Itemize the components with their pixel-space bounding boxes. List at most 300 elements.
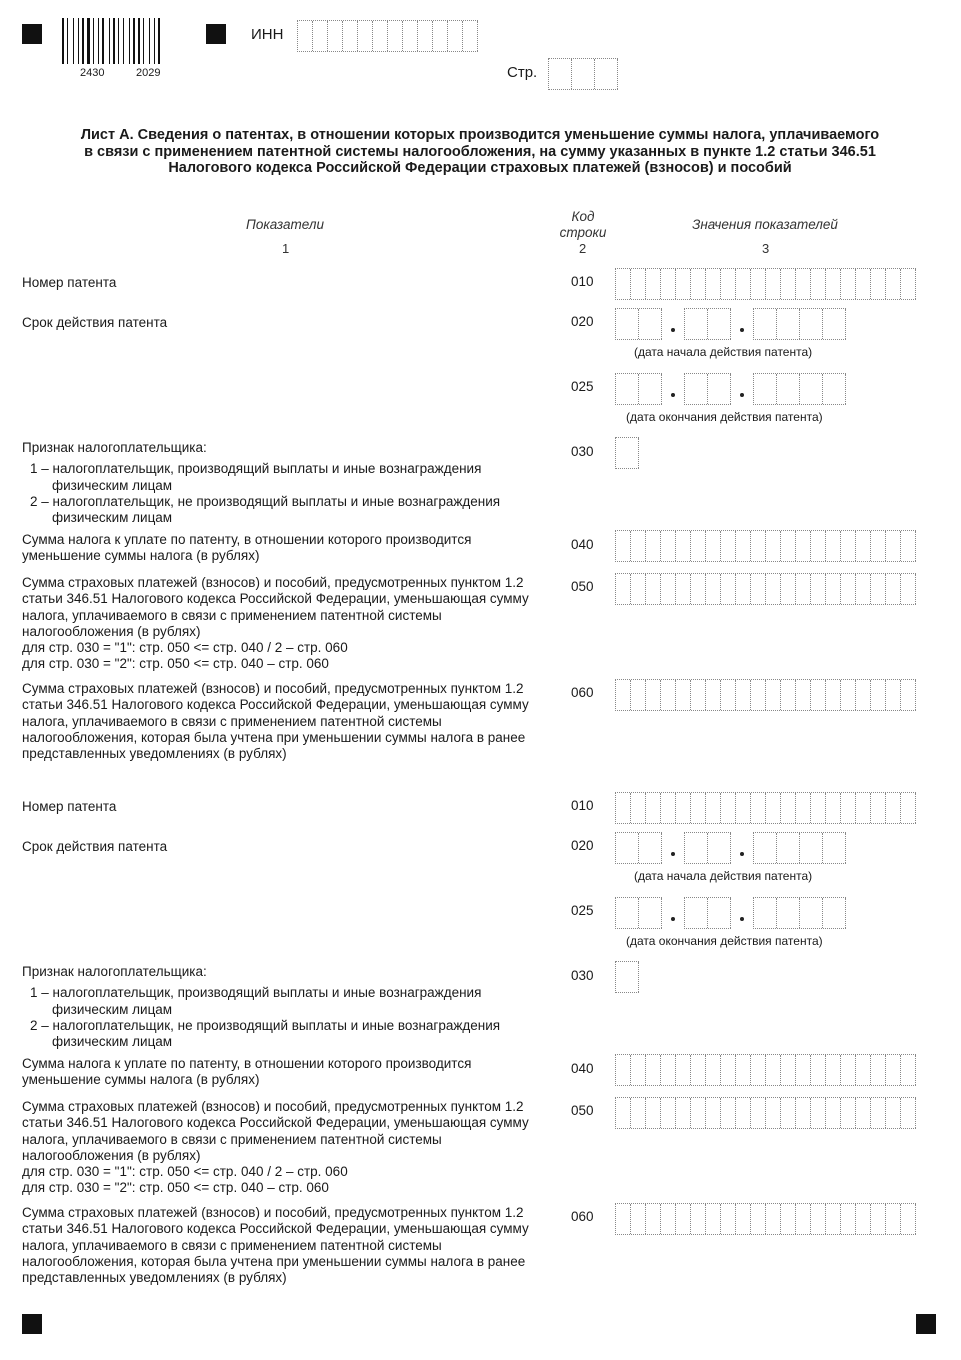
line-code-060: 060: [571, 685, 594, 700]
input-cell[interactable]: [646, 531, 661, 561]
input-cell[interactable]: [661, 793, 676, 823]
input-cell[interactable]: [800, 374, 823, 404]
previous-amount-field[interactable]: [615, 679, 916, 711]
input-cell[interactable]: [616, 962, 639, 992]
inn-field[interactable]: [297, 20, 478, 52]
input-cell[interactable]: [708, 898, 731, 928]
barcode-bar: [145, 18, 148, 64]
input-cell[interactable]: [721, 531, 736, 561]
barcode-bar: [69, 18, 72, 64]
input-cell[interactable]: [766, 680, 781, 710]
barcode-bar: [67, 18, 68, 64]
barcode-bar: [120, 18, 122, 64]
start-date-year-field[interactable]: [753, 832, 846, 864]
input-cell[interactable]: [751, 1204, 766, 1234]
input-cell[interactable]: [796, 269, 811, 299]
input-cell[interactable]: [871, 1098, 886, 1128]
input-cell[interactable]: [826, 1055, 841, 1085]
input-cell[interactable]: [811, 793, 826, 823]
input-cell[interactable]: [343, 21, 358, 51]
input-cell[interactable]: [721, 574, 736, 604]
input-cell[interactable]: [616, 269, 631, 299]
input-cell[interactable]: [616, 1055, 631, 1085]
input-cell[interactable]: [646, 1098, 661, 1128]
input-cell[interactable]: [685, 374, 708, 404]
input-cell[interactable]: [856, 1055, 871, 1085]
input-cell[interactable]: [841, 574, 856, 604]
input-cell[interactable]: [811, 1055, 826, 1085]
input-cell[interactable]: [781, 1204, 796, 1234]
input-cell[interactable]: [691, 1204, 706, 1234]
input-cell[interactable]: [823, 309, 846, 339]
input-cell[interactable]: [781, 793, 796, 823]
input-cell[interactable]: [691, 793, 706, 823]
input-cell[interactable]: [901, 269, 916, 299]
input-cell[interactable]: [676, 680, 691, 710]
input-cell[interactable]: [313, 21, 328, 51]
line-code-025: 025: [571, 379, 594, 394]
column-heading-code-line2: строки: [559, 225, 607, 240]
input-cell[interactable]: [691, 1098, 706, 1128]
input-cell[interactable]: [736, 531, 751, 561]
barcode-bar: [85, 18, 86, 64]
input-cell[interactable]: [886, 1055, 901, 1085]
barcode-bar: [138, 18, 140, 64]
start-date-year-field[interactable]: [753, 308, 846, 340]
input-cell[interactable]: [901, 531, 916, 561]
input-cell[interactable]: [661, 680, 676, 710]
input-cell[interactable]: [811, 1098, 826, 1128]
tax-amount-label: Сумма налога к уплате по патенту, в отношении которого производится уменьшение суммы налога (в рублях): [22, 532, 472, 564]
input-cell[interactable]: [616, 680, 631, 710]
input-cell[interactable]: [661, 1204, 676, 1234]
input-cell[interactable]: [800, 898, 823, 928]
barcode-bar: [143, 18, 144, 64]
input-cell[interactable]: [811, 269, 826, 299]
input-cell[interactable]: [706, 269, 721, 299]
line-code-020: 020: [571, 838, 594, 853]
input-cell[interactable]: [871, 269, 886, 299]
rule-2: для стр. 030 = "2": стр. 050 <= стр. 040 – стр. 060: [22, 656, 329, 672]
input-cell[interactable]: [901, 680, 916, 710]
input-cell[interactable]: [736, 269, 751, 299]
input-cell[interactable]: [631, 1098, 646, 1128]
input-cell[interactable]: [871, 574, 886, 604]
input-cell[interactable]: [616, 1204, 631, 1234]
input-cell[interactable]: [871, 1204, 886, 1234]
input-cell[interactable]: [811, 574, 826, 604]
input-cell[interactable]: [631, 1204, 646, 1234]
start-date-month-field[interactable]: [684, 308, 731, 340]
input-cell[interactable]: [721, 1098, 736, 1128]
start-date-day-field[interactable]: [615, 308, 662, 340]
input-cell[interactable]: [736, 793, 751, 823]
input-cell[interactable]: [777, 833, 800, 863]
input-cell[interactable]: [661, 574, 676, 604]
input-cell[interactable]: [631, 531, 646, 561]
input-cell[interactable]: [871, 793, 886, 823]
line-code-040: 040: [571, 1061, 594, 1076]
input-cell[interactable]: [691, 574, 706, 604]
barcode-bar: [161, 18, 162, 64]
input-cell[interactable]: [754, 833, 777, 863]
input-cell[interactable]: [646, 1204, 661, 1234]
input-cell[interactable]: [766, 574, 781, 604]
input-cell[interactable]: [901, 1055, 916, 1085]
input-cell[interactable]: [685, 898, 708, 928]
input-cell[interactable]: [708, 374, 731, 404]
input-cell[interactable]: [616, 531, 631, 561]
input-cell[interactable]: [706, 1098, 721, 1128]
input-cell[interactable]: [781, 680, 796, 710]
taxpayer-sign-field[interactable]: [615, 961, 639, 993]
input-cell[interactable]: [826, 1204, 841, 1234]
corner-marker-bottom-left: [22, 1314, 42, 1334]
input-cell[interactable]: [754, 309, 777, 339]
end-date-year-field[interactable]: [753, 373, 846, 405]
input-cell[interactable]: [796, 1055, 811, 1085]
input-cell[interactable]: [708, 833, 731, 863]
end-date-year-field[interactable]: [753, 897, 846, 929]
input-cell[interactable]: [661, 269, 676, 299]
line-code-030: 030: [571, 968, 594, 983]
input-cell[interactable]: [754, 898, 777, 928]
insurance-amount-text: Сумма страховых платежей (взносов) и пособий, предусмотренных пунктом 1.2 статьи 346.51 Налогового кодекса Российской Федерации, уменьшающая сумму налога, уплачиваемого в связи с применением патентной системы налогообложения (в рублях): [22, 1099, 529, 1163]
input-cell[interactable]: [706, 574, 721, 604]
line-code-060: 060: [571, 1209, 594, 1224]
input-cell[interactable]: [796, 1204, 811, 1234]
input-cell[interactable]: [800, 833, 823, 863]
input-cell[interactable]: [856, 1204, 871, 1234]
input-cell[interactable]: [676, 1204, 691, 1234]
input-cell[interactable]: [631, 1055, 646, 1085]
input-cell[interactable]: [886, 269, 901, 299]
input-cell[interactable]: [826, 1098, 841, 1128]
line-code-050: 050: [571, 1103, 594, 1118]
barcode-bar: [109, 18, 110, 64]
input-cell[interactable]: [616, 574, 631, 604]
input-cell[interactable]: [800, 309, 823, 339]
input-cell[interactable]: [823, 833, 846, 863]
input-cell[interactable]: [751, 531, 766, 561]
input-cell[interactable]: [796, 574, 811, 604]
tax-amount-field[interactable]: [615, 530, 916, 562]
input-cell[interactable]: [388, 21, 403, 51]
barcode-bar: [105, 18, 108, 64]
date-separator: [740, 917, 744, 921]
input-cell[interactable]: [901, 793, 916, 823]
input-cell[interactable]: [298, 21, 313, 51]
barcode-bar: [95, 18, 97, 64]
input-cell[interactable]: [595, 59, 618, 89]
end-date-day-field[interactable]: [615, 897, 662, 929]
input-cell[interactable]: [616, 793, 631, 823]
previous-amount-field[interactable]: [615, 1203, 916, 1235]
input-cell[interactable]: [708, 309, 731, 339]
input-cell[interactable]: [646, 574, 661, 604]
input-cell[interactable]: [766, 269, 781, 299]
barcode-bar: [158, 18, 160, 64]
input-cell[interactable]: [826, 793, 841, 823]
patent-number-field[interactable]: [615, 268, 916, 300]
input-cell[interactable]: [685, 309, 708, 339]
column-heading-indicators: Показатели: [246, 217, 324, 232]
input-cell[interactable]: [751, 1055, 766, 1085]
input-cell[interactable]: [691, 1055, 706, 1085]
input-cell[interactable]: [328, 21, 343, 51]
input-cell[interactable]: [781, 531, 796, 561]
line-code-020: 020: [571, 314, 594, 329]
input-cell[interactable]: [736, 1204, 751, 1234]
input-cell[interactable]: [676, 574, 691, 604]
input-cell[interactable]: [871, 531, 886, 561]
input-cell[interactable]: [639, 374, 662, 404]
barcode-bar: [118, 18, 119, 64]
input-cell[interactable]: [706, 793, 721, 823]
input-cell[interactable]: [766, 1204, 781, 1234]
input-cell[interactable]: [841, 1055, 856, 1085]
input-cell[interactable]: [826, 680, 841, 710]
input-cell[interactable]: [856, 269, 871, 299]
input-cell[interactable]: [418, 21, 433, 51]
input-cell[interactable]: [639, 309, 662, 339]
input-cell[interactable]: [777, 309, 800, 339]
input-cell[interactable]: [886, 793, 901, 823]
barcode-bar: [62, 18, 64, 64]
input-cell[interactable]: [721, 680, 736, 710]
input-cell[interactable]: [616, 898, 639, 928]
input-cell[interactable]: [676, 1098, 691, 1128]
input-cell[interactable]: [616, 374, 639, 404]
input-cell[interactable]: [754, 374, 777, 404]
input-cell[interactable]: [841, 793, 856, 823]
patent-number-label: Номер патента: [22, 799, 117, 814]
input-cell[interactable]: [856, 1098, 871, 1128]
input-cell[interactable]: [811, 680, 826, 710]
input-cell[interactable]: [886, 1204, 901, 1234]
input-cell[interactable]: [639, 833, 662, 863]
input-cell[interactable]: [901, 1098, 916, 1128]
previous-amount-label: Сумма страховых платежей (взносов) и пособий, предусмотренных пунктом 1.2 статьи 346.51 Налогового кодекса Российской Федерации, уменьшающая сумму налога, уплачиваемого в связи с применением патентной системы налогообложения, которая была учтена при уменьшении суммы налога в ранее представленных уведомлениях (в рублях): [22, 681, 529, 762]
barcode-bar: [100, 18, 101, 64]
input-cell[interactable]: [706, 1055, 721, 1085]
input-cell[interactable]: [676, 1055, 691, 1085]
input-cell[interactable]: [796, 531, 811, 561]
taxpayer-sign-option-2: 2 – налогоплательщик, не производящий выплаты и иные вознаграждения физическим лицам: [30, 1017, 501, 1050]
input-cell[interactable]: [826, 269, 841, 299]
taxpayer-sign-heading: Признак налогоплательщика:: [22, 964, 207, 979]
input-cell[interactable]: [777, 898, 800, 928]
input-cell[interactable]: [777, 374, 800, 404]
column-number-1: 1: [282, 241, 290, 256]
input-cell[interactable]: [403, 21, 418, 51]
input-cell[interactable]: [781, 269, 796, 299]
insurance-amount-label: [22, 1099, 552, 1197]
inn-label: ИНН: [251, 26, 284, 43]
input-cell[interactable]: [661, 531, 676, 561]
insurance-amount-field[interactable]: [615, 1097, 916, 1129]
input-cell[interactable]: [781, 574, 796, 604]
input-cell[interactable]: [886, 1098, 901, 1128]
corner-marker-top-left: [22, 24, 42, 44]
input-cell[interactable]: [721, 1055, 736, 1085]
input-cell[interactable]: [616, 1098, 631, 1128]
input-cell[interactable]: [646, 793, 661, 823]
input-cell[interactable]: [676, 531, 691, 561]
sheet-title: Лист А. Сведения о патентах, в отношении которых производится уменьшение суммы налога, уплачиваемого в связи с применением патентной системы налогообложения, на сумму указанных в пункте 1.2 статьи 346.51 Налогового кодекса Российской Федерации страховых платежей (взносов) и пособий: [80, 127, 880, 176]
input-cell[interactable]: [463, 21, 478, 51]
input-cell[interactable]: [358, 21, 373, 51]
input-cell[interactable]: [886, 531, 901, 561]
input-cell[interactable]: [721, 1204, 736, 1234]
rule-1: для стр. 030 = "1": стр. 050 <= стр. 040 / 2 – стр. 060: [22, 1164, 348, 1180]
input-cell[interactable]: [811, 1204, 826, 1234]
end-date-month-field[interactable]: [684, 373, 731, 405]
end-date-day-field[interactable]: [615, 373, 662, 405]
input-cell[interactable]: [646, 1055, 661, 1085]
end-date-month-field[interactable]: [684, 897, 731, 929]
barcode-bar: [82, 18, 84, 64]
input-cell[interactable]: [751, 269, 766, 299]
input-cell[interactable]: [616, 309, 639, 339]
input-cell[interactable]: [721, 793, 736, 823]
input-cell[interactable]: [448, 21, 463, 51]
input-cell[interactable]: [676, 793, 691, 823]
input-cell[interactable]: [549, 59, 572, 89]
input-cell[interactable]: [751, 574, 766, 604]
input-cell[interactable]: [691, 680, 706, 710]
patent-term-label: Срок действия патента: [22, 315, 168, 330]
input-cell[interactable]: [736, 1098, 751, 1128]
barcode-bar: [93, 18, 94, 64]
input-cell[interactable]: [856, 793, 871, 823]
input-cell[interactable]: [721, 269, 736, 299]
input-cell[interactable]: [661, 1098, 676, 1128]
taxpayer-sign-option-1: 1 – налогоплательщик, производящий выплаты и иные вознаграждения физическим лицам: [30, 461, 482, 493]
input-cell[interactable]: [631, 793, 646, 823]
input-cell[interactable]: [886, 680, 901, 710]
input-cell[interactable]: [841, 1098, 856, 1128]
input-cell[interactable]: [766, 793, 781, 823]
input-cell[interactable]: [706, 680, 721, 710]
corner-marker-bottom-right: [916, 1314, 936, 1334]
start-date-day-field[interactable]: [615, 832, 662, 864]
input-cell[interactable]: [661, 1055, 676, 1085]
input-cell[interactable]: [871, 680, 886, 710]
previous-amount-label: Сумма страховых платежей (взносов) и пособий, предусмотренных пунктом 1.2 статьи 346.51 Налогового кодекса Российской Федерации, уменьшающая сумму налога, уплачиваемого в связи с применением патентной системы налогообложения, которая была учтена при уменьшении суммы налога в ранее представленных уведомлениях (в рублях): [22, 1205, 529, 1286]
input-cell[interactable]: [691, 531, 706, 561]
input-cell[interactable]: [886, 574, 901, 604]
input-cell[interactable]: [616, 438, 639, 468]
input-cell[interactable]: [646, 680, 661, 710]
input-cell[interactable]: [856, 531, 871, 561]
input-cell[interactable]: [856, 574, 871, 604]
input-cell[interactable]: [646, 269, 661, 299]
barcode-bar: [98, 18, 99, 64]
patent-number-field[interactable]: [615, 792, 916, 824]
input-cell[interactable]: [706, 531, 721, 561]
input-cell[interactable]: [781, 1055, 796, 1085]
input-cell[interactable]: [841, 1204, 856, 1234]
line-code-030: 030: [571, 444, 594, 459]
input-cell[interactable]: [736, 574, 751, 604]
input-cell[interactable]: [685, 833, 708, 863]
input-cell[interactable]: [766, 1098, 781, 1128]
insurance-amount-field[interactable]: [615, 573, 916, 605]
input-cell[interactable]: [901, 574, 916, 604]
input-cell[interactable]: [766, 531, 781, 561]
input-cell[interactable]: [631, 680, 646, 710]
input-cell[interactable]: [572, 59, 595, 89]
input-cell[interactable]: [751, 1098, 766, 1128]
barcode-bar: [73, 18, 74, 64]
barcode-bar: [149, 18, 150, 64]
input-cell[interactable]: [631, 269, 646, 299]
input-cell[interactable]: [373, 21, 388, 51]
input-cell[interactable]: [811, 531, 826, 561]
input-cell[interactable]: [736, 680, 751, 710]
taxpayer-sign-option-1: 1 – налогоплательщик, производящий выплаты и иные вознаграждения физическим лицам: [30, 985, 482, 1017]
barcode-bar: [111, 18, 112, 64]
input-cell[interactable]: [631, 574, 646, 604]
barcode-bar: [156, 18, 157, 64]
start-date-month-field[interactable]: [684, 832, 731, 864]
barcode-bar: [133, 18, 135, 64]
tax-amount-field[interactable]: [615, 1054, 916, 1086]
input-cell[interactable]: [796, 680, 811, 710]
input-cell[interactable]: [841, 531, 856, 561]
input-cell[interactable]: [616, 833, 639, 863]
input-cell[interactable]: [826, 531, 841, 561]
barcode-number-left: 2430: [80, 67, 105, 79]
rule-1: для стр. 030 = "1": стр. 050 <= стр. 040 / 2 – стр. 060: [22, 640, 348, 656]
input-cell[interactable]: [823, 898, 846, 928]
input-cell[interactable]: [736, 1055, 751, 1085]
page-number-field[interactable]: [548, 58, 618, 90]
input-cell[interactable]: [676, 269, 691, 299]
input-cell[interactable]: [639, 898, 662, 928]
input-cell[interactable]: [781, 1098, 796, 1128]
line-code-040: 040: [571, 537, 594, 552]
input-cell[interactable]: [766, 1055, 781, 1085]
taxpayer-sign-field[interactable]: [615, 437, 639, 469]
date-separator: [671, 328, 675, 332]
input-cell[interactable]: [796, 1098, 811, 1128]
input-cell[interactable]: [826, 574, 841, 604]
corner-marker-top-mid: [206, 24, 226, 44]
end-date-caption: (дата окончания действия патента): [626, 410, 823, 424]
input-cell[interactable]: [841, 680, 856, 710]
date-separator: [740, 328, 744, 332]
input-cell[interactable]: [841, 269, 856, 299]
input-cell[interactable]: [823, 374, 846, 404]
patent-number-label: Номер патента: [22, 275, 117, 290]
input-cell[interactable]: [901, 1204, 916, 1234]
input-cell[interactable]: [751, 793, 766, 823]
input-cell[interactable]: [796, 793, 811, 823]
input-cell[interactable]: [706, 1204, 721, 1234]
barcode-bar: [87, 18, 90, 64]
date-separator: [740, 393, 744, 397]
date-separator: [671, 852, 675, 856]
input-cell[interactable]: [751, 680, 766, 710]
input-cell[interactable]: [871, 1055, 886, 1085]
barcode-bar: [75, 18, 77, 64]
column-number-3: 3: [762, 241, 770, 256]
input-cell[interactable]: [691, 269, 706, 299]
input-cell[interactable]: [856, 680, 871, 710]
input-cell[interactable]: [433, 21, 448, 51]
